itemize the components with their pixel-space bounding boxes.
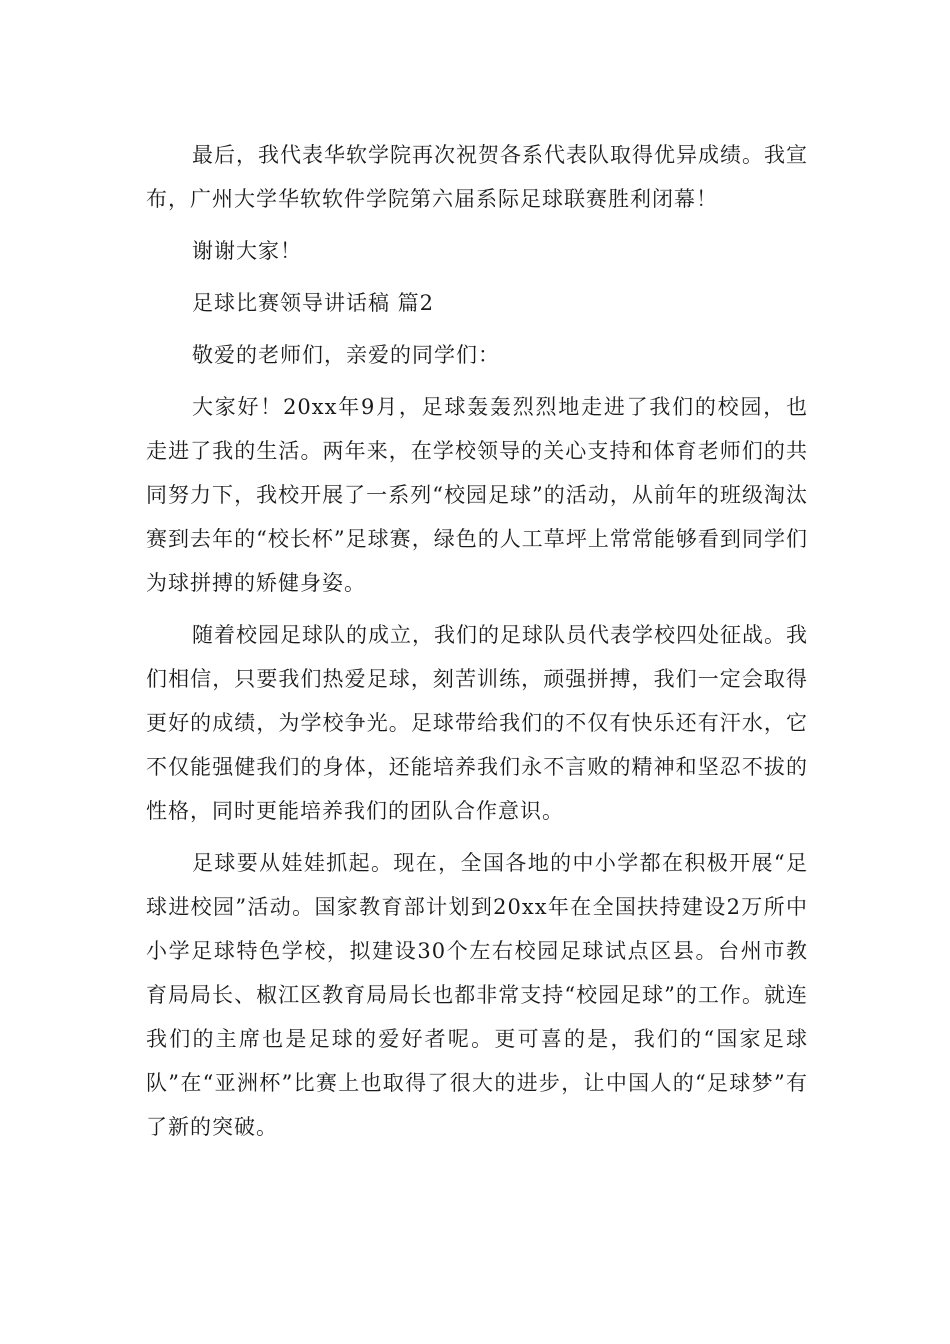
paragraph-salutation: 敬爱的老师们，亲爱的同学们： <box>192 343 500 367</box>
section-heading: 足球比赛领导讲话稿 篇2 <box>192 291 435 315</box>
document-body <box>146 133 808 1157</box>
paragraph-thanks: 谢谢大家！ <box>192 239 302 263</box>
paragraph-closing: 最后，我代表华软学院再次祝贺各系代表队取得优异成绩。我宣布，广州大学华软软件学院第六届系际足球联赛胜利闭幕！ <box>146 143 808 211</box>
paragraph-greeting: 大家好！20xx年9月，足球轰轰烈烈地走进了我们的校园，也走进了我的生活。两年来，在学校领导的关心支持和体育老师们的共同努力下，我校开展了一系列“校园足球”的活动，从前年的班级淘汰赛到去年的“校长杯”足球赛，绿色的人工草坪上常常能够看到同学们为球拼搏的矫健身姿。 <box>146 395 808 595</box>
paragraph-team: 随着校园足球队的成立，我们的足球队员代表学校四处征战。我们相信，只要我们热爱足球，刻苦训练，顽强拼搏，我们一定会取得更好的成绩，为学校争光。足球带给我们的不仅有快乐还有汗水，它不仅能强健我们的身体，还能培养我们永不言败的精神和坚忍不拔的性格，同时更能培养我们的团队合作意识。 <box>146 623 808 823</box>
paragraph-national: 足球要从娃娃抓起。现在，全国各地的中小学都在积极开展“足球进校园”活动。国家教育部计划到20xx年在全国扶持建设2万所中小学足球特色学校，拟建设30个左右校园足球试点区县。台州市教育局局长、椒江区教育局局长也都非常支持“校园足球”的工作。就连我们的主席也是足球的爱好者呢。更可喜的是，我们的“国家足球队”在“亚洲杯”比赛上也取得了很大的进步，让中国人的“足球梦”有了新的突破。 <box>146 851 808 1139</box>
